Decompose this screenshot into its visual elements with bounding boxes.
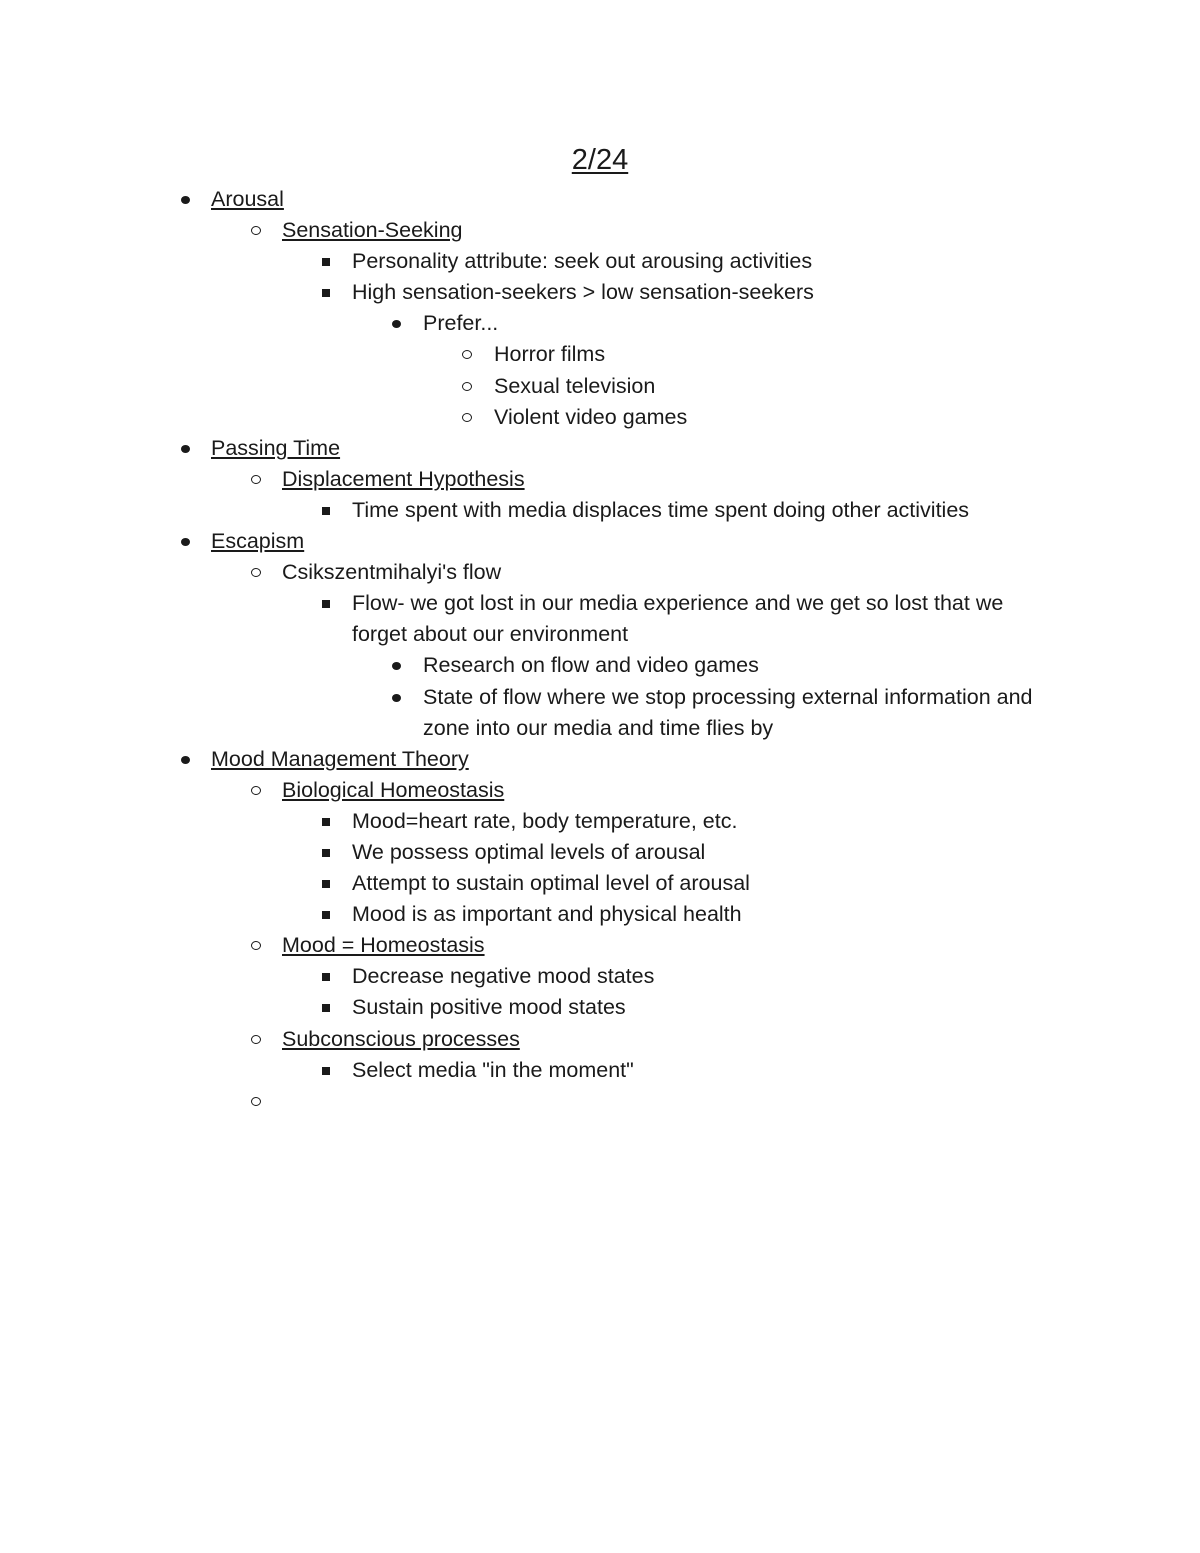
- outline-heading: Subconscious processes: [282, 1026, 520, 1051]
- bullet-circle-icon: [249, 1024, 269, 1055]
- outline-heading: Sensation-Seeking: [282, 218, 463, 243]
- outline-item: [0, 868, 1200, 899]
- bullet-disc-icon: [389, 650, 409, 681]
- outline-item: [0, 837, 1200, 868]
- outline-item: [0, 744, 1200, 775]
- outline-item: [0, 308, 1200, 339]
- outline-heading: Mood = Homeostasis: [282, 933, 485, 958]
- outline-text: High sensation-seekers > low sensation-seekers: [352, 280, 814, 305]
- outline-item: [0, 557, 1200, 588]
- outline-text: Horror films: [494, 342, 606, 367]
- outline-item: [0, 588, 1200, 650]
- bullet-disc-icon: [178, 433, 198, 464]
- outline-item: [0, 184, 1200, 215]
- outline-text: Select media "in the moment": [352, 1057, 634, 1082]
- bullet-square-icon: [319, 1055, 339, 1086]
- bullet-disc-icon: [389, 308, 409, 339]
- outline-text: Sexual television: [494, 373, 656, 398]
- outline-item: [0, 806, 1200, 837]
- bullet-circle-icon: [249, 215, 269, 246]
- outline-item: [0, 246, 1200, 277]
- outline-item: [0, 495, 1200, 526]
- bullet-square-icon: [319, 495, 339, 526]
- outline-heading: Escapism: [211, 529, 305, 554]
- bullet-square-icon: [319, 246, 339, 277]
- page-title: 2/24: [571, 144, 629, 176]
- outline-text: Research on flow and video games: [423, 653, 759, 678]
- bullet-square-icon: [319, 899, 339, 930]
- bullet-square-icon: [319, 961, 339, 992]
- bullet-square-icon: [319, 588, 339, 619]
- outline-text: Flow- we got lost in our media experience and we get so lost that we forget about our environment: [352, 591, 1004, 647]
- bullet-circle-icon: [249, 1086, 269, 1117]
- outline-item: [0, 215, 1200, 246]
- outline-item: [0, 682, 1200, 744]
- outline-item: [0, 402, 1200, 433]
- outline-item: [0, 930, 1200, 961]
- outline-item: [0, 775, 1200, 806]
- outline-text: Personality attribute: seek out arousing activities: [352, 249, 813, 274]
- bullet-disc-icon: [178, 526, 198, 557]
- outline-text: Csikszentmihalyi's flow: [282, 560, 502, 585]
- outline-heading: Biological Homeostasis: [282, 777, 505, 802]
- bullet-circle-icon: [249, 557, 269, 588]
- outline-item: [0, 961, 1200, 992]
- bullet-square-icon: [319, 868, 339, 899]
- outline-item: [0, 371, 1200, 402]
- outline-text: Time spent with media displaces time spent doing other activities: [352, 497, 970, 522]
- outline-heading: Displacement Hypothesis: [282, 466, 525, 491]
- outline-heading: Arousal: [211, 187, 284, 211]
- outline-item: [0, 339, 1200, 370]
- outline-item: [0, 992, 1200, 1023]
- outline-text: Decrease negative mood states: [352, 964, 655, 989]
- outline-item: [0, 464, 1200, 495]
- outline-text: Violent video games: [494, 404, 688, 429]
- outline-item: [0, 1024, 1200, 1055]
- outline-item: [0, 277, 1200, 308]
- bullet-circle-icon: [460, 339, 480, 370]
- outline-text: State of flow where we stop processing external information and zone into our media and time flies by: [423, 684, 1033, 740]
- bullet-square-icon: [319, 837, 339, 868]
- outline-item: [0, 899, 1200, 930]
- outline-text: Prefer...: [423, 311, 499, 336]
- outline-item: [0, 650, 1200, 681]
- outline-heading: Passing Time: [211, 435, 341, 460]
- outline-text: Sustain positive mood states: [352, 995, 626, 1020]
- bullet-circle-icon: [460, 402, 480, 433]
- bullet-circle-icon: [460, 371, 480, 402]
- bulleted-outline: [0, 184, 1200, 1117]
- bullet-circle-icon: [249, 464, 269, 495]
- outline-item: [0, 1055, 1200, 1086]
- bullet-disc-icon: [389, 682, 409, 713]
- outline-text: Mood=heart rate, body temperature, etc.: [352, 808, 738, 833]
- bullet-square-icon: [319, 277, 339, 308]
- bullet-square-icon: [319, 992, 339, 1023]
- bullet-disc-icon: [178, 184, 198, 215]
- bullet-circle-icon: [249, 930, 269, 961]
- outline-text: Mood is as important and physical health: [352, 902, 742, 927]
- outline-item: [0, 1086, 1200, 1117]
- outline-item: [0, 433, 1200, 464]
- bullet-circle-icon: [249, 775, 269, 806]
- outline-heading: Mood Management Theory: [211, 746, 469, 771]
- outline-text: We possess optimal levels of arousal: [352, 839, 706, 864]
- bullet-square-icon: [319, 806, 339, 837]
- outline-item: [0, 526, 1200, 557]
- bullet-disc-icon: [178, 744, 198, 775]
- outline-text: Attempt to sustain optimal level of arousal: [352, 871, 750, 896]
